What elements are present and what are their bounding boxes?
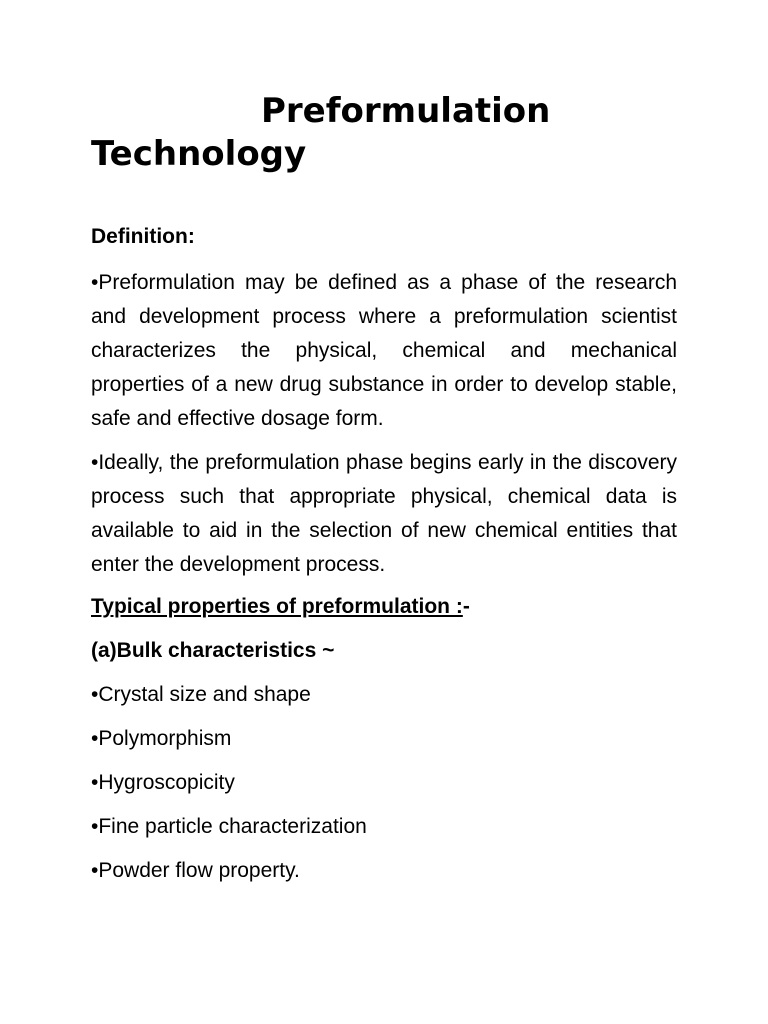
section-heading-text: Typical properties of preformulation : [91,595,463,618]
page-title [91,90,677,176]
list-item: •Polymorphism [91,727,232,750]
section-heading-suffix: - [462,595,470,618]
definition-paragraph-2: •Ideally, the preformulation phase begins early in the discovery process such that appropriate physical, chemical data is available to aid in the selection of new chemical entities that enter the development process. [91,451,677,576]
list-item: •Hygroscopicity [91,771,235,794]
list-item: •Crystal size and shape [91,683,311,706]
bulk-characteristics-subheading: (a)Bulk characteristics ~ [91,639,335,662]
page-title-line1: Preformulation [261,91,551,131]
list-item: •Fine particle characterization [91,815,367,838]
definition-heading: Definition: [91,225,195,248]
page-title-line2: Technology [91,134,307,174]
list-item: •Powder flow property. [91,859,300,882]
document-page [91,90,677,900]
definition-paragraph-1: •Preformulation may be defined as a phase of the research and development process where a preformulation scientist characterizes the physical, chemical and mechanical properties of a new drug substance in order to develop stable, safe and effective dosage form. [91,271,677,430]
section-heading [91,592,677,622]
